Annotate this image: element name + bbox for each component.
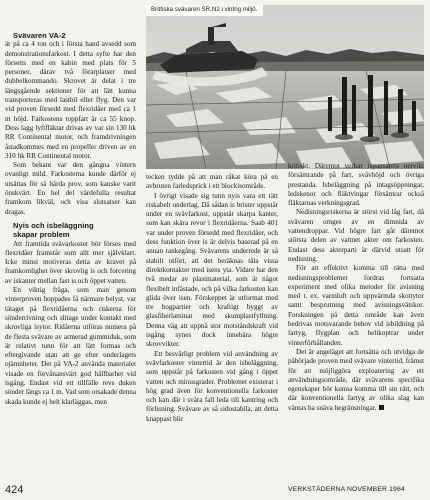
paragraph: är på ca 4 ton och i första hand avsedd som demonstrationsfarkost. I detta syfte har den försetts med en kabin med plats för 5 personer, därav två förarplatser med dubbelkommando. Skrovet är delat i tre längsgående sektioner för att lätt kunna transporteras med lastbil eller flyg. Den var vid proven försedd med flexridåer med ca 1 m höjd. Farkostens toppfart är ca 55 knop. Dess lagg lyftfläktar drivas av var sin 130 hk RR Continental motor, och framdrivningen åstadkommes med en propeller driven av en 310 hk RR Continental motor.	[5, 40, 136, 160]
paragraph: Nedisningsriskerna är störst vid låg fart, då svävaren omges av en dimnida av vattendroppar. Vid högre fart går däremot största delen av vattnet akter om farkosten. Endast dess akterparti är därvid utsatt för nedisning.	[288, 208, 424, 263]
final-paragraph-text: Det är angeläget att fortsätta och utvidga de påbörjade proven med svävare vintertid, främst för att möjliggöra exploatering av ett användningsområde, där svävarens specifika egenskaper bör kunna komma till sin rätt, och där konventionella fartyg av olika slag kan väntas ha snäva begränsningar.	[288, 347, 424, 412]
text-column-2	[146, 173, 278, 483]
photo-caption: Brittiska svävaren SR.N2 i vintrig miljö.	[146, 5, 263, 16]
section-heading-nyis-line2: skapar problem	[13, 230, 70, 240]
paragraph-final	[288, 348, 424, 413]
paragraph: tecken tydde på att man råkat köra på en avbruten farledsprick i ett blockisområde.	[146, 173, 278, 191]
hovercraft-winter-photo	[146, 5, 424, 169]
photo-image	[146, 5, 424, 169]
text-column-3	[288, 162, 424, 478]
paragraph: I övrigt visade sig tunn nyis vara ett rätt riskabelt underlag. Då sådan is brister uppstår under en svävfarkost, uppstår skarpa kanter, som kan skära revor i flexridåerna. Saab 401 var under proven försedd med flexridåer, och dess funktion över is är delvis baserad på en annan tankegång. Svävarens underrede är så stabilt utfört, att det beräknas tåla vissa direktkontakter med isens yta. Vidare har den två medar av plastmaterial, som är något flexibelt infästade, och på vilka farkosten kan glida över isen. Förskeppet är utformat med tre bogpartier och kraftigt byggt av glasfiberlaminat med skumplastfyllning. Denna väg att uppnå stor motståndskraft vid isgång synes dock innebära högre skrovvikter.	[146, 191, 278, 349]
paragraph: Att framtida svävarkoster bör förses med flexridåer framstår som allt mer självklart. Icke minst motiveras detta av kravet på framkomlighet över skrovlig is och forcering av iskanter mellan fast is och öppet vatten.	[5, 239, 136, 285]
journal-footer: VERKSTÄDERNA NOVEMBER 1964	[288, 486, 405, 493]
paragraph: Ett besvärligt problem vid användning av svävfarkoster vintertid är den isbeläggning, som uppstår på farkosten vid gång i öppet vatten och minusgrader. Problemet existerar i hög grad även för konventionella farkoster och kan där i svåra fall leda till kantring och förlisning. Svävare av så sidostabila, att detta knappast blir	[146, 349, 278, 423]
paragraph: kritiskt. Däremot verkar ispansarets nervikt försämrande på fart, svävhöjd och övriga prestanda. Isbeläggning på intagsöppningar, ledskenor och fläktvingar försämrar också fläktarnas verkningsgrad.	[288, 162, 424, 208]
section-heading-nyis-line1: Nyis och isbeläggning	[13, 220, 94, 230]
section-heading-svavaren-va2: Svävaren VA-2	[13, 31, 66, 40]
text-column-1	[5, 31, 136, 483]
paragraph: För att effektivt komma till rätta med nedisningsproblemet fordras fortsatta experiment med olika metoder för avisning med t. ex. varmluft och uppvärmda skottytor samt besprutning med avisningsvätskor. Forskningen på detta område kan även bedrivas motsvarande behov vid isbildning på fartyg, flygplan och helikoptrar under vinterförhållanden.	[288, 264, 424, 347]
paragraph: Som bekant var den gångna vintern ovanligt mild. Farkosterna kunde därför ej utsättas för så hårda prov, som kanske varit önskvärt. En hel del värdefulla resultat framkom likväl, och visa slutsatser kan dragas.	[5, 161, 136, 216]
paragraph: En viktig fråga, som man genom vinterproven hoppades få närmare belyst, var tätaget på flexridåerna och riskerna för sönderrivning och slitage under kontakt med skrovliga isytor. Ridåerna utföras numera på de flesta svävare av armerad gummiduk, som är relativt tunn för att lätt formas och eftergivande utan att ge efter underlagets ojämnheter. Det på VA-2 använda materialet visade en förvånansvärt god hållbarhet vid isgång. Endast vid ett tillfälle revs duken sönder längs ca 1 m. Vad som orsakade denna skada kunde ej helt klarläggas, men	[5, 286, 136, 406]
end-of-article-mark	[379, 405, 384, 410]
page-number: 424	[5, 484, 24, 496]
